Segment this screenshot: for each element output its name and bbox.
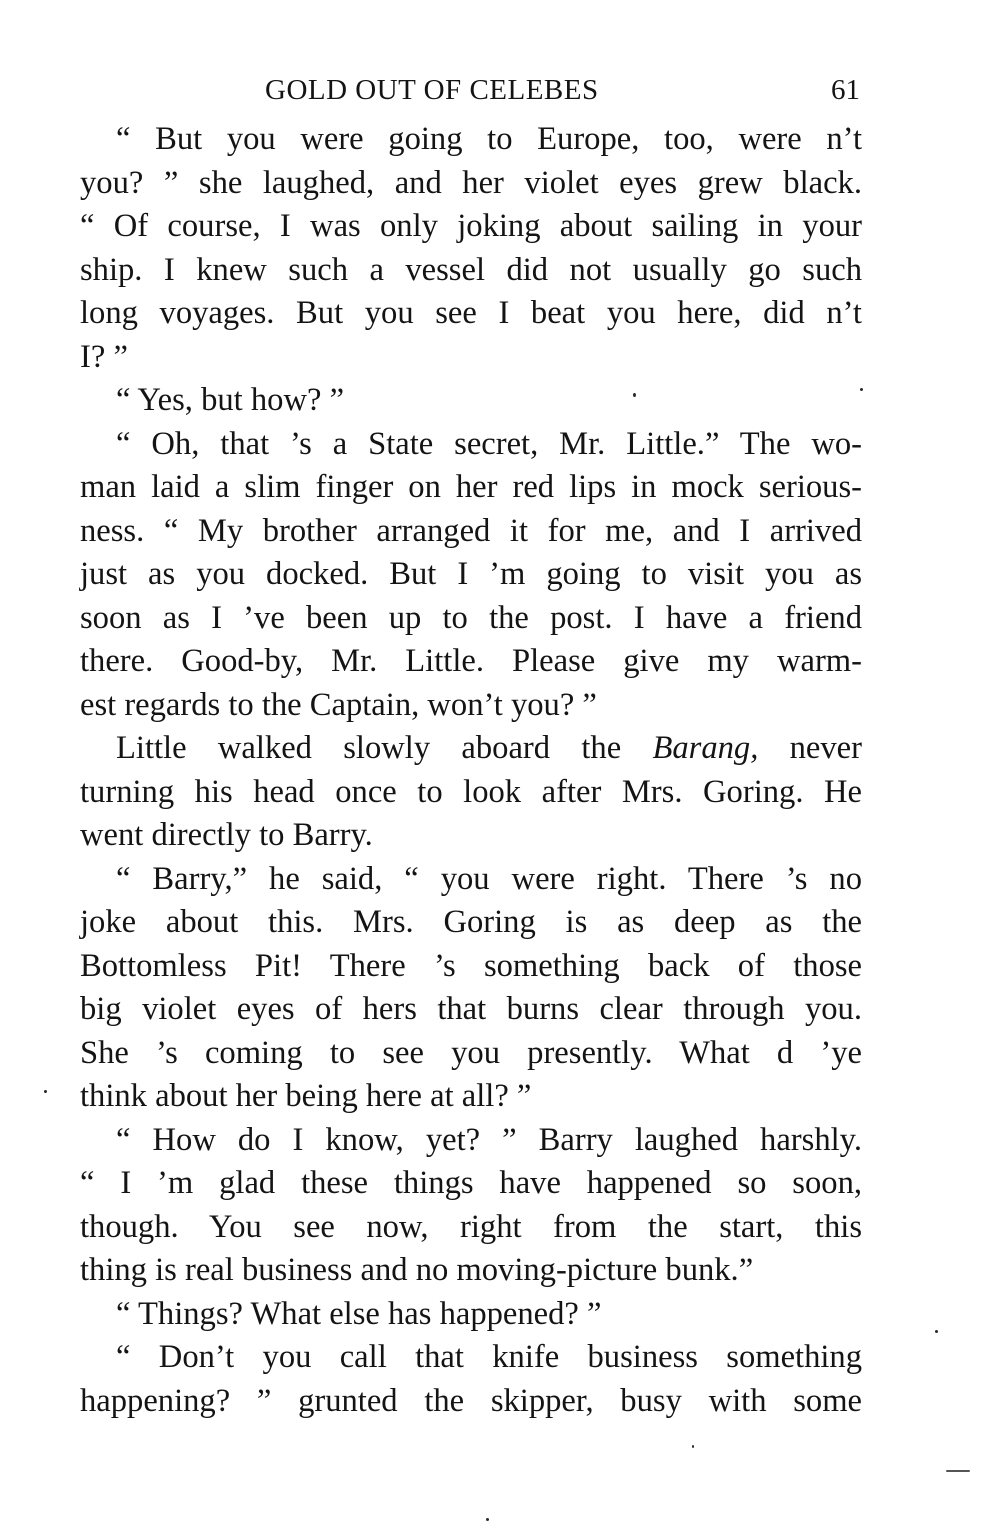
text-line: happening? ” grunted the skipper, busy with some — [80, 1382, 862, 1419]
text-line: turning his head once to look after Mrs. Goring. He — [80, 773, 862, 810]
text-line: soon as I ’ve been up to the post. I have a friend — [80, 599, 862, 636]
paragraph — [80, 1336, 862, 1423]
text-line: long voyages. But you see I beat you here, did n’t — [80, 295, 862, 331]
book-page — [80, 62, 862, 1423]
scan-speck — [44, 1090, 47, 1093]
body-text — [80, 118, 862, 1423]
text-line: though. You see now, right from the start, this — [80, 1208, 862, 1245]
text-line: “ Oh, that ’s a State secret, Mr. Little.” The wo- — [116, 425, 862, 462]
text-line: thing is real business and no moving-picture bunk.” — [80, 1252, 754, 1288]
text-line: joke about this. Mrs. Goring is as deep as the — [80, 904, 862, 940]
scan-speck — [860, 388, 863, 391]
text-line: think about her being here at all? ” — [80, 1078, 532, 1114]
page-number: 61 — [831, 74, 860, 106]
scan-speck — [633, 393, 636, 397]
text-line: ship. I knew such a vessel did not usually go such — [80, 251, 862, 288]
text-line: went directly to Barry. — [80, 817, 373, 853]
text-line: est regards to the Captain, won’t you? ” — [80, 686, 597, 723]
paragraph — [80, 1119, 862, 1293]
paragraph — [80, 1293, 862, 1337]
paragraph — [80, 118, 862, 379]
scan-speck — [692, 1445, 694, 1448]
text-run: never — [758, 730, 862, 766]
paragraph — [80, 379, 862, 423]
text-run: Little walked slowly aboard the — [116, 730, 653, 766]
text-line: man laid a slim finger on her red lips in mock serious- — [80, 469, 862, 505]
text-line: ness. “ My brother arranged it for me, and I arrived — [80, 512, 862, 549]
text-line: “ But you were going to Europe, too, were n’t — [116, 121, 862, 157]
scan-speck — [486, 1518, 489, 1521]
running-head — [80, 62, 862, 118]
text-line: Bottomless Pit! There ’s something back of those — [80, 947, 862, 984]
text-line: I? ” — [80, 338, 128, 375]
text-line: “ Of course, I was only joking about sailing in your — [80, 208, 862, 244]
text-line: “ I ’m glad these things have happened so soon, — [80, 1165, 862, 1201]
scan-speck — [935, 1330, 938, 1333]
ship-name: Barang, — [652, 730, 759, 766]
text-line — [80, 727, 862, 771]
text-line: “ Barry,” he said, “ you were right. There ’s no — [116, 860, 862, 897]
running-title: GOLD OUT OF CELEBES — [265, 74, 599, 106]
text-line: big violet eyes of hers that burns clear through you. — [80, 991, 862, 1027]
scan-speck — [946, 1470, 970, 1472]
paragraph — [80, 858, 862, 1119]
paragraph — [80, 727, 862, 858]
text-line: “ Don’t you call that knife business something — [116, 1339, 862, 1375]
text-line: “ How do I know, yet? ” Barry laughed harshly. — [116, 1121, 862, 1158]
text-line: just as you docked. But I ’m going to visit you as — [80, 556, 862, 592]
paragraph — [80, 423, 862, 728]
text-line: you? ” she laughed, and her violet eyes grew black. — [80, 164, 862, 201]
text-line: there. Good-by, Mr. Little. Please give my warm- — [80, 643, 862, 679]
text-line: “ Yes, but how? ” — [116, 382, 345, 418]
text-line: “ Things? What else has happened? ” — [116, 1295, 602, 1332]
text-line: She ’s coming to see you presently. What d ’ye — [80, 1034, 862, 1071]
